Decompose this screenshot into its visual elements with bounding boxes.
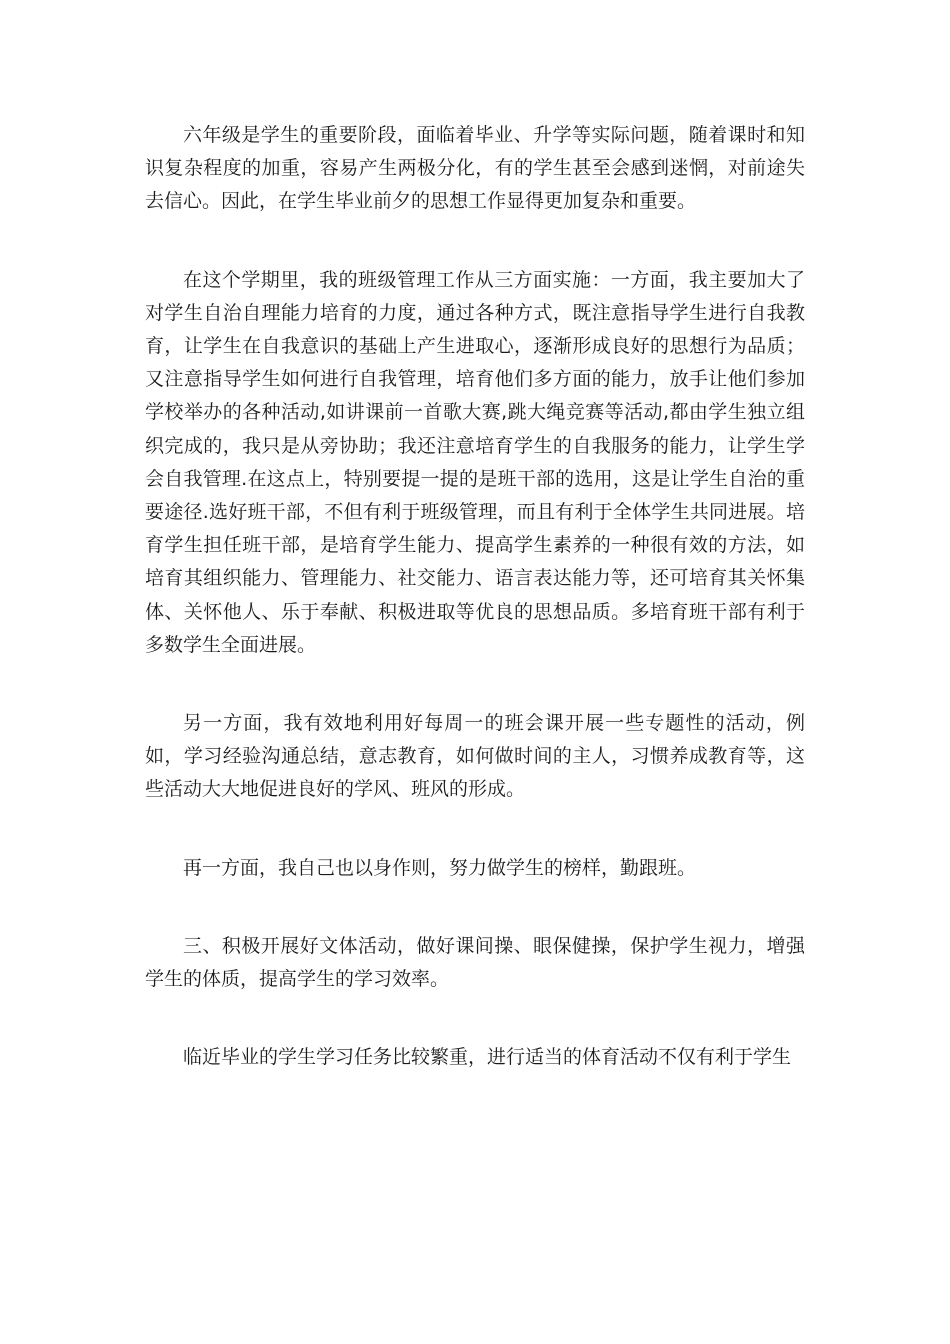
paragraph-1: 六年级是学生的重要阶段，面临着毕业、升学等实际问题，随着课时和知识复杂程度的加重，容易产生两极分化，有的学生甚至会感到迷惘，对前途失去信心。因此，在学生毕业前夕的思想工作显得更加复杂和重要。 [145,124,805,213]
document-body [145,119,805,1074]
paragraph-6: 临近毕业的学生学习任务比较繁重，进行适当的体育活动不仅有利于学生 [183,1046,792,1069]
paragraph-3: 另一方面，我有效地利用好每周一的班会课开展一些专题性的活动，例如，学习经验沟通总结，意志教育，如何做时间的主人，习惯养成教育等，这些活动大大地促进良好的学风、班风的形成。 [145,712,805,801]
paragraph-5: 三、积极开展好文体活动，做好课间操、眼保健操，保护学生视力，增强学生的体质，提高学生的学习效率。 [145,934,805,991]
paragraph-4: 再一方面，我自己也以身作则，努力做学生的榜样，勤跟班。 [183,856,697,879]
paragraph-2: 在这个学期里，我的班级管理工作从三方面实施：一方面，我主要加大了对学生自治自理能力培育的力度，通过各种方式，既注意指导学生进行自我教育，让学生在自我意识的基础上产生进取心，逐渐形成良好的思想行为品质；又注意指导学生如何进行自我管理，培育他们多方面的能力，放手让他们参加学校举办的各种活动,如讲课前一首歌大赛,跳大绳竞赛等活动,都由学生独立组织完成的，我只是从旁协助；我还注意培育学生的自我服务的能力，让学生学会自我管理.在这点上，特别要提一提的是班干部的选用，这是让学生自治的重要途径.选好班干部，不但有利于班级管理，而且有利于全体学生共同进展。培育学生担任班干部，是培育学生能力、提高学生素养的一种很有效的方法，如培育其组织能力、管理能力、社交能力、语言表达能力等，还可培育其关怀集体、关怀他人、乐于奉献、积极进取等优良的思想品质。多培育班干部有利于多数学生全面进展。 [145,268,805,656]
